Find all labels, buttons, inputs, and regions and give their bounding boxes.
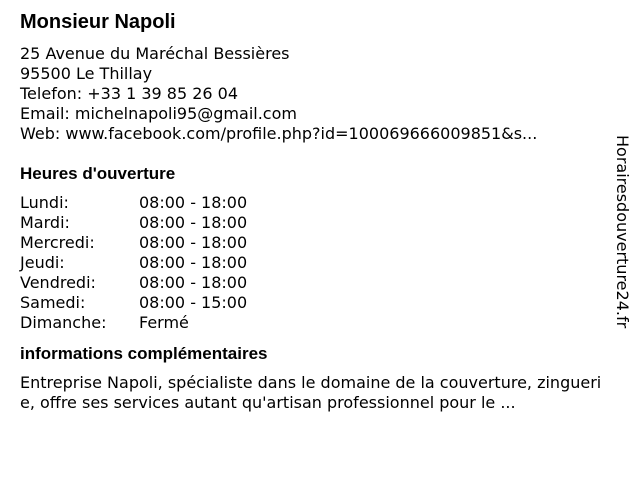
business-description: Entreprise Napoli, spécialiste dans le domaine de la couverture, zinguerie, offre ses services autant qu'artisan professionnel pour le ...	[20, 373, 602, 412]
time-range: 08:00 - 18:00	[139, 213, 248, 232]
hours-row-tuesday	[20, 213, 610, 233]
day-label: Jeudi:	[20, 253, 65, 272]
hours-row-monday	[20, 193, 610, 213]
website-line: Web: www.facebook.com/profile.php?id=100069666009851&s...	[20, 124, 538, 143]
day-label: Lundi:	[20, 193, 69, 212]
day-label: Samedi:	[20, 293, 86, 312]
hours-row-sunday	[20, 313, 610, 333]
time-range: Fermé	[139, 313, 189, 332]
day-label: Mercredi:	[20, 233, 95, 252]
hours-row-friday	[20, 273, 610, 293]
street-address: 25 Avenue du Maréchal Bessières	[20, 44, 290, 63]
address-block	[20, 44, 610, 144]
opening-hours-table	[20, 193, 610, 333]
day-label: Dimanche:	[20, 313, 107, 332]
additional-info-heading: informations complémentaires	[20, 344, 268, 363]
day-label: Vendredi:	[20, 273, 96, 292]
business-name: Monsieur Napoli	[20, 11, 176, 33]
opening-hours-heading: Heures d'ouverture	[20, 164, 176, 183]
site-watermark: Horairesdouverture24.fr	[613, 135, 632, 329]
hours-row-saturday	[20, 293, 610, 313]
day-label: Mardi:	[20, 213, 70, 232]
city-postal: 95500 Le Thillay	[20, 64, 153, 83]
time-range: 08:00 - 18:00	[139, 233, 248, 252]
time-range: 08:00 - 18:00	[139, 253, 248, 272]
email-line: Email: michelnapoli95@gmail.com	[20, 104, 297, 123]
time-range: 08:00 - 18:00	[139, 273, 248, 292]
phone-line: Telefon: +33 1 39 85 26 04	[20, 84, 239, 103]
time-range: 08:00 - 15:00	[139, 293, 248, 312]
business-card	[20, 10, 610, 413]
time-range: 08:00 - 18:00	[139, 193, 248, 212]
hours-row-thursday	[20, 253, 610, 273]
hours-row-wednesday	[20, 233, 610, 253]
